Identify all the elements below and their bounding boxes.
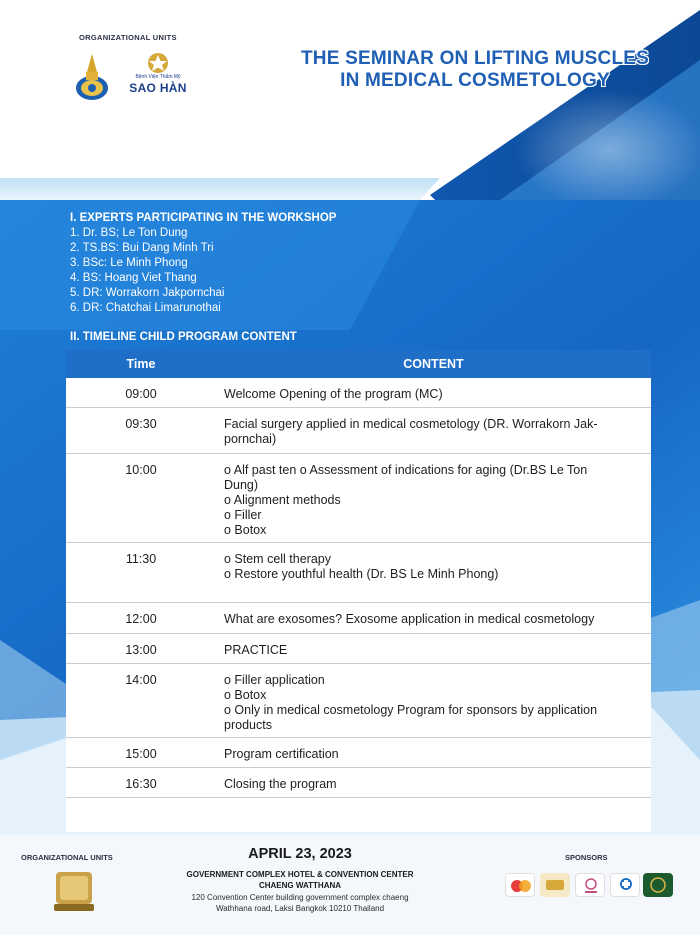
expert-item: 5. DR: Worrakorn Jakpornchai (70, 287, 225, 299)
sponsor-logo (505, 873, 535, 897)
content-cell (224, 673, 634, 733)
time-cell: 12:00 (125, 612, 157, 626)
content-line: Facial surgery applied in medical cosmetology (DR. Worrakorn Jak- (224, 417, 598, 431)
venue-line: CHAENG WATTHANA (258, 881, 342, 890)
table-row (66, 378, 651, 408)
expert-item: 6. DR: Chatchai Limarunothai (70, 302, 221, 314)
expert-item: 3. BSc: Le Minh Phong (70, 257, 188, 269)
sponsor-logo (643, 873, 673, 897)
content-line: o Botox (224, 688, 267, 702)
time-cell: 13:00 (125, 643, 157, 657)
time-cell: 15:00 (125, 747, 157, 761)
table-row (66, 634, 651, 664)
content-line: o Filler application (224, 673, 325, 687)
content-line: o Botox (224, 523, 267, 537)
expert-item: 1. Dr. BS; Le Ton Dung (70, 227, 188, 239)
organizational-units-label: ORGANIZATIONAL UNITS (79, 33, 177, 42)
content-line: Welcome Opening of the program (MC) (224, 387, 443, 401)
table-row (66, 768, 651, 798)
table-row (66, 664, 651, 738)
time-cell: 09:00 (125, 387, 157, 401)
award-badge-logo (50, 870, 98, 914)
table-row (66, 603, 651, 634)
sponsor-logo (610, 873, 640, 897)
content-line: o Only in medical cosmetology Program for sponsors by application (224, 703, 598, 717)
event-address (150, 892, 450, 914)
experts-heading: I. EXPERTS PARTICIPATING IN THE WORKSHOP (70, 212, 337, 224)
column-header-content: CONTENT (403, 357, 464, 371)
sao-han-logo (123, 52, 193, 98)
star-icon (123, 52, 193, 74)
content-line: o Filler (224, 508, 262, 522)
column-header-time: Time (126, 357, 156, 371)
content-line: o Stem cell therapy (224, 552, 331, 566)
title-line-2: IN MEDICAL COSMETOLOGY (340, 70, 610, 91)
table-row (66, 738, 651, 768)
content-line: o Restore youthful health (Dr. BS Le Minh Phong) (224, 567, 499, 581)
content-cell (224, 387, 634, 402)
venue-line: GOVERNMENT COMPLEX HOTEL & CONVENTION CENTER (186, 870, 414, 879)
royal-crest-logo (74, 52, 110, 102)
table-row (66, 454, 651, 543)
content-line: pornchai) (224, 432, 277, 446)
footer-organizational-units-label: ORGANIZATIONAL UNITS (21, 853, 113, 862)
address-line: 120 Convention Center building government complex chaeng (191, 893, 409, 902)
content-line: What are exosomes? Exosome application in medical cosmetology (224, 612, 595, 626)
content-cell (224, 612, 634, 627)
event-venue (150, 869, 450, 891)
time-cell: 14:00 (125, 673, 157, 687)
program-table (66, 350, 651, 832)
content-cell (224, 643, 634, 658)
sao-han-subtitle: Bệnh Viện Thẩm Mỹ (135, 74, 181, 80)
content-cell (224, 417, 634, 447)
time-cell: 16:30 (125, 777, 157, 791)
sao-han-wordmark: SAO HÀN (129, 81, 187, 95)
table-row (66, 408, 651, 454)
table-header (66, 350, 651, 378)
time-cell: 11:30 (125, 552, 157, 566)
time-cell: 10:00 (125, 463, 157, 477)
time-cell: 09:30 (125, 417, 157, 431)
expert-item: 2. TS.BS: Bui Dang Minh Tri (70, 242, 214, 254)
content-cell (224, 747, 634, 762)
content-line: Closing the program (224, 777, 337, 791)
table-row (66, 543, 651, 603)
content-line: Program certification (224, 747, 339, 761)
sponsor-logo (540, 873, 570, 897)
content-line: o Alf past ten o Assessment of indications for aging (Dr.BS Le Ton (224, 463, 588, 477)
content-line: PRACTICE (224, 643, 288, 657)
experts-section (70, 211, 336, 316)
content-cell (224, 777, 634, 792)
expert-item: 4. BS: Hoang Viet Thang (70, 272, 197, 284)
content-cell (224, 463, 634, 538)
timeline-heading: II. TIMELINE CHILD PROGRAM CONTENT (70, 331, 297, 343)
content-line: products (224, 718, 272, 732)
event-date: APRIL 23, 2023 (248, 846, 352, 862)
title-line-1: THE SEMINAR ON LIFTING MUSCLES (301, 48, 649, 69)
sponsor-logo (575, 873, 605, 897)
content-line: o Alignment methods (224, 493, 341, 507)
content-line: Dung) (224, 478, 259, 492)
sponsors-label: SPONSORS (565, 853, 608, 862)
address-line: Wathhana road, Laksi Bangkok 10210 Thailand (215, 904, 385, 913)
page-title (290, 48, 660, 92)
content-cell (224, 552, 634, 582)
